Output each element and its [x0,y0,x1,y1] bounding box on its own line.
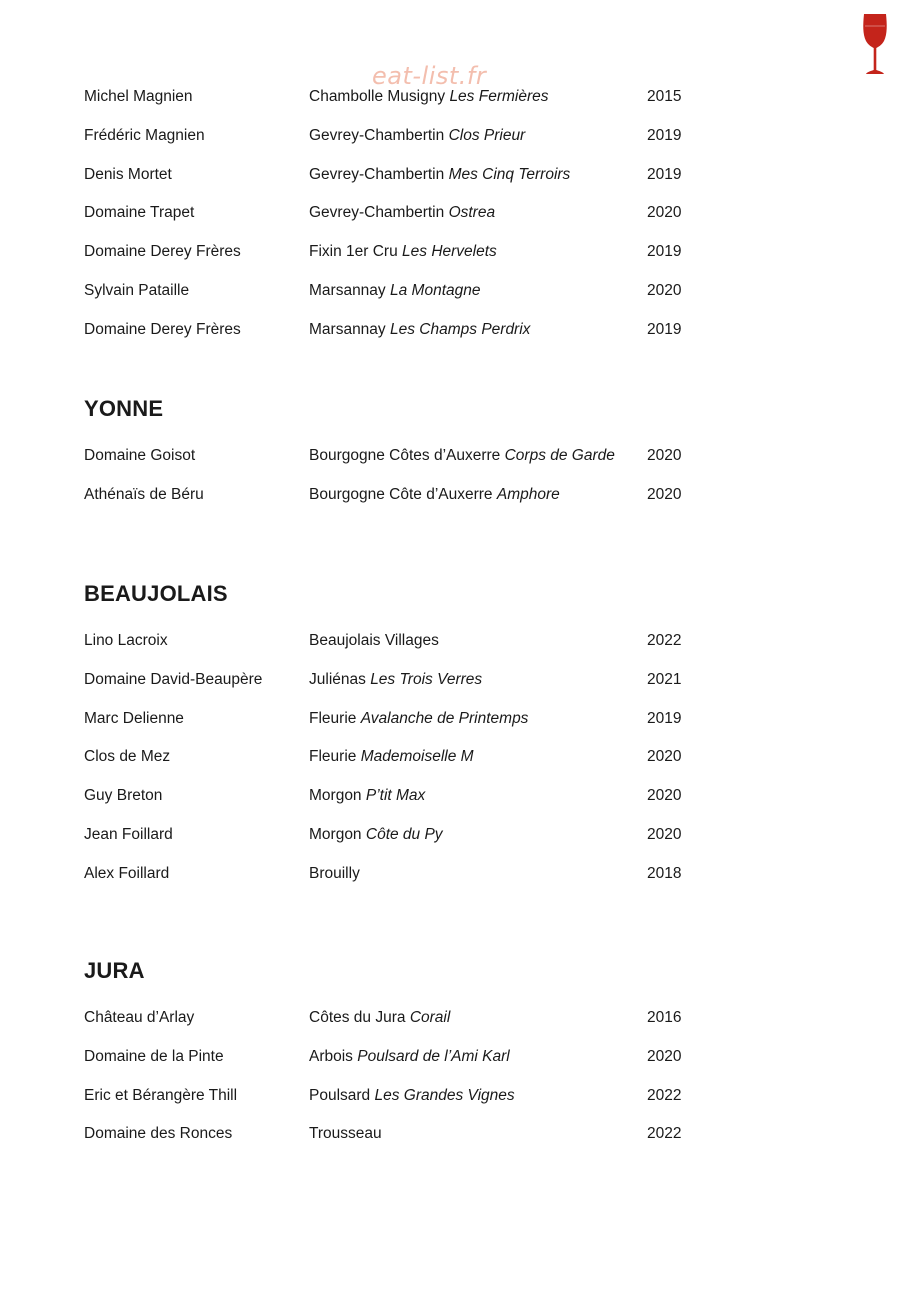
vintage-year: 2022 [647,632,682,649]
list-item [84,242,704,281]
cuvee: Ostrea [448,204,496,222]
producer-name: Eric et Bérangère Thill [84,1086,238,1104]
watermark: eat-list.fr [372,62,487,90]
appellation: Fixin 1er Cru [309,243,398,261]
vintage-year: 2022 [647,1125,682,1143]
wine-name [309,747,474,767]
appellation: Bourgogne Côtes d’Auxerre [309,447,501,464]
wine-glass-icon [860,12,890,76]
vintage-year: 2019 [647,709,682,727]
wine-name [309,165,570,185]
producer-name: Domaine Derey Frères [84,320,241,338]
vintage-year: 2020 [647,787,682,805]
wine-name [309,1124,382,1144]
wine-name [309,825,443,845]
vintage-year: 2020 [647,748,682,766]
producer-name: Frédéric Magnien [84,126,205,144]
appellation: Brouilly [309,864,360,882]
list-item [84,825,704,864]
producer-name: Jean Foillard [84,825,173,843]
cuvee: Les Fermières [449,88,549,105]
appellation: Chambolle Musigny [309,88,446,105]
list-item [84,87,704,126]
appellation: Bourgogne Côte d’Auxerre [309,485,493,503]
vintage-year: 2019 [647,320,682,338]
section-beaujolais [84,581,704,903]
cuvee: Corps de Garde [504,447,615,464]
appellation: Gevrey-Chambertin [309,204,445,222]
appellation: Côtes du Jura [309,1009,406,1026]
list-item [84,1047,704,1086]
list-item [84,631,704,670]
cuvee: Les Trois Verres [370,670,483,688]
section-jura [84,958,704,1163]
wine-name [309,242,497,262]
cuvee: P’tit Max [365,787,426,805]
cuvee: Mes Cinq Terroirs [448,165,571,183]
wine-name [309,281,481,301]
wine-name [309,320,530,340]
producer-name: Domaine David-Beaupère [84,670,263,688]
cuvee: Côte du Py [365,825,443,843]
producer-name: Marc Delienne [84,709,184,727]
wine-name [309,1008,450,1028]
producer-name: Domaine Trapet [84,204,195,222]
vintage-year: 2019 [647,126,682,144]
wine-name [309,1047,510,1067]
section-title: YONNE [84,396,164,421]
wine-name [309,709,528,729]
wine-name [309,126,525,146]
appellation: Fleurie [309,709,357,727]
vintage-year: 2015 [647,88,682,105]
wine-name [309,670,482,690]
appellation: Gevrey-Chambertin [309,126,445,144]
vintage-year: 2018 [647,864,682,882]
list-item [84,446,704,485]
producer-name: Sylvain Pataille [84,281,190,299]
vintage-year: 2016 [647,1009,682,1026]
producer-name: Guy Breton [84,787,163,805]
cuvee: Les Hervelets [402,243,497,261]
list-item [84,709,704,748]
producer-name: Alex Foillard [84,864,170,882]
wine-name [309,864,360,884]
section-yonne [84,396,704,524]
list-item [84,126,704,165]
list-item [84,1086,704,1125]
list-item [84,485,704,524]
vintage-year: 2019 [647,165,682,183]
vintage-year: 2022 [647,1086,682,1104]
vintage-year: 2020 [647,281,682,299]
wine-name [309,485,560,505]
appellation: Beaujolais Villages [309,632,439,649]
vintage-year: 2019 [647,243,682,261]
cuvee: Mademoiselle M [360,748,474,766]
appellation: Morgon [309,787,362,805]
list-item [84,747,704,786]
list-item [84,864,704,903]
appellation: Arbois [309,1047,353,1065]
appellation: Morgon [309,825,362,843]
vintage-year: 2021 [647,670,682,688]
appellation: Marsannay [309,281,386,299]
appellation: Juliénas [309,670,366,688]
producer-name: Michel Magnien [84,88,193,105]
wine-name [309,87,549,107]
wine-name [309,631,439,651]
list-item [84,786,704,825]
wine-name [309,1086,515,1106]
producer-name: Domaine Goisot [84,447,196,464]
producer-name: Château d’Arlay [84,1009,195,1026]
appellation: Fleurie [309,748,357,766]
cuvee: La Montagne [390,281,481,299]
section-title: JURA [84,958,145,983]
vintage-year: 2020 [647,825,682,843]
producer-name: Domaine Derey Frères [84,243,241,261]
cuvee: Amphore [496,485,560,503]
list-item [84,203,704,242]
cuvee: Les Champs Perdrix [390,320,531,338]
section-continuation [84,87,704,359]
producer-name: Clos de Mez [84,748,171,766]
list-item [84,1124,704,1163]
producer-name: Lino Lacroix [84,632,168,649]
vintage-year: 2020 [647,485,682,503]
vintage-year: 2020 [647,447,682,464]
wine-name [309,446,615,466]
cuvee: Corail [409,1009,451,1026]
appellation: Poulsard [309,1086,371,1104]
list-item [84,320,704,359]
list-item [84,165,704,204]
list-item [84,670,704,709]
producer-name: Domaine de la Pinte [84,1047,224,1065]
appellation: Gevrey-Chambertin [309,165,445,183]
appellation: Trousseau [309,1125,382,1143]
vintage-year: 2020 [647,204,682,222]
vintage-year: 2020 [647,1047,682,1065]
cuvee: Clos Prieur [448,126,526,144]
producer-name: Denis Mortet [84,165,172,183]
wine-name [309,203,495,223]
wine-name [309,786,425,806]
cuvee: Avalanche de Printemps [360,709,529,727]
producer-name: Domaine des Ronces [84,1125,233,1143]
producer-name: Athénaïs de Béru [84,485,204,503]
appellation: Marsannay [309,320,386,338]
list-item [84,1008,704,1047]
cuvee: Poulsard de l’Ami Karl [357,1047,510,1065]
list-item [84,281,704,320]
cuvee: Les Grandes Vignes [374,1086,515,1104]
section-title: BEAUJOLAIS [84,581,228,606]
